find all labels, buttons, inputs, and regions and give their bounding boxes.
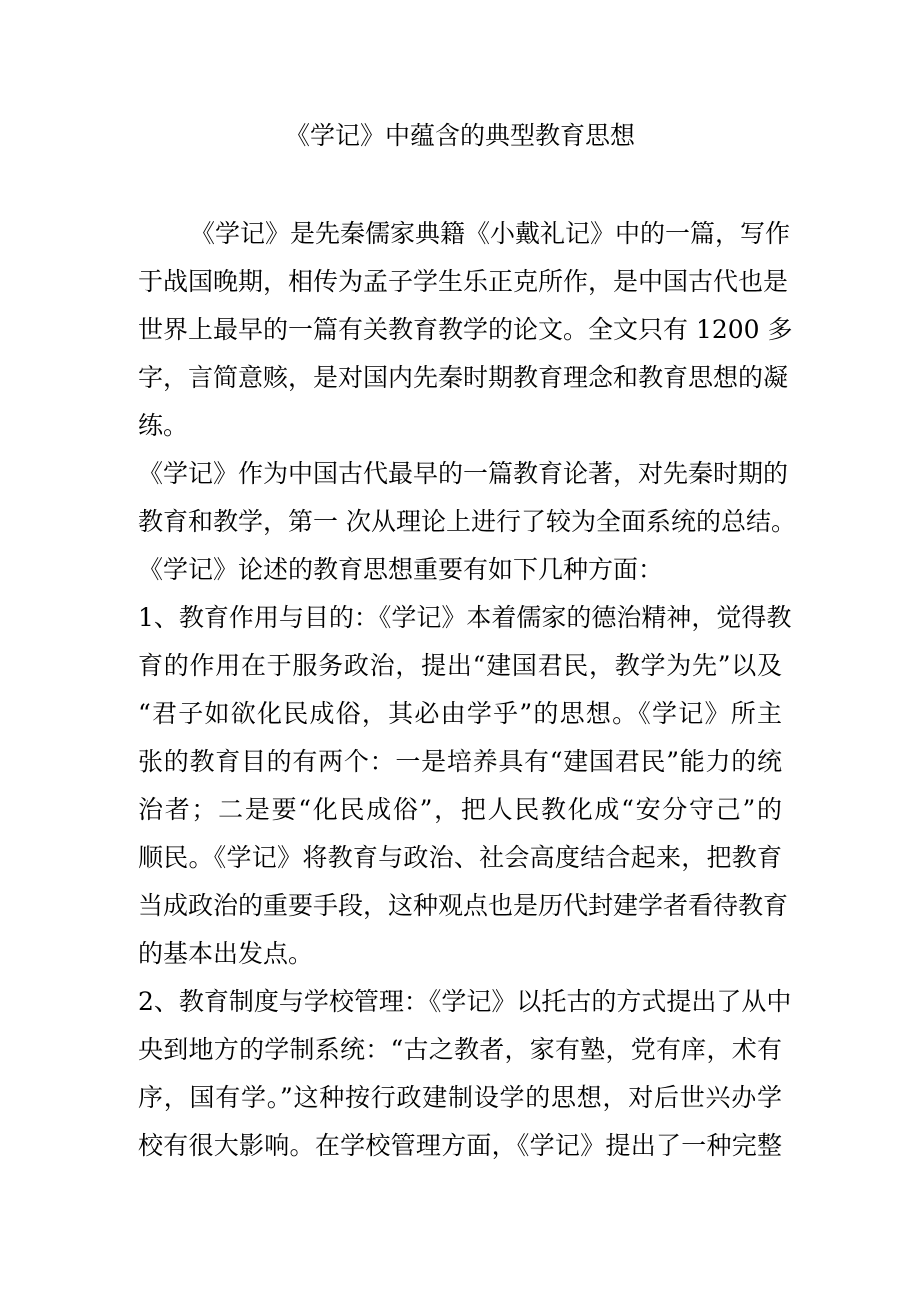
paragraph-line: 张的教育目的有两个：一是培养具有“建国君民”能力的统	[138, 747, 782, 776]
document-title: 《学记》中蕴含的典型教育思想	[284, 121, 635, 150]
paragraph-line: 当成政治的重要手段，这种观点也是历代封建学者看待教育	[138, 891, 789, 920]
paragraph-line: 顺民。《学记》将教育与政治、社会高度结合起来，把教育	[138, 843, 782, 872]
paragraph-line: 1、教育作用与目的：《学记》本着儒家的德治精神，觉得教	[138, 603, 792, 632]
paragraph-line: 字，言简意赅，是对国内先秦时期教育理念和教育思想的凝	[138, 363, 789, 392]
paragraph-line: 育的作用在于服务政治，提出“建国君民，教学为先”以及	[138, 651, 782, 680]
paragraph-line: 于战国晚期，相传为孟子学生乐正克所作，是中国古代也是	[138, 267, 789, 296]
paragraph-line: 《学记》论述的教育思想重要有如下几种方面：	[138, 555, 664, 584]
paragraph-line: 世界上最早的一篇有关教育教学的论文。全文只有 1200 多	[138, 315, 793, 344]
paragraph-line: 《学记》作为中国古代最早的一篇教育论著，对先秦时期的	[138, 459, 789, 488]
paragraph-line: 校有很大影响。在学校管理方面，《学记》提出了一种完整	[138, 1131, 782, 1160]
document-body	[138, 210, 796, 1170]
paragraph-line: 治者；二是要“化民成俗”，把人民教化成“安分守己”的	[138, 795, 782, 824]
paragraph-line: 《学记》是先秦儒家典籍《小戴礼记》中的一篇，写作	[190, 219, 791, 248]
paragraph-line: 练。	[138, 411, 189, 440]
paragraph-line: 序，国有学。”这种按行政建制设学的思想，对后世兴办学	[138, 1083, 782, 1112]
paragraph-line: 教育和教学，第一 次从理论上进行了较为全面系统的总结。	[138, 507, 796, 536]
paragraph-line: 的基本出发点。	[138, 939, 314, 968]
paragraph-line: “君子如欲化民成俗，其必由学乎”的思想。《学记》所主	[138, 699, 782, 728]
paragraph-line: 2、教育制度与学校管理：《学记》以托古的方式提出了从中	[138, 987, 792, 1016]
paragraph-line: 央到地方的学制系统：“古之教者，家有塾，党有庠，术有	[138, 1035, 782, 1064]
